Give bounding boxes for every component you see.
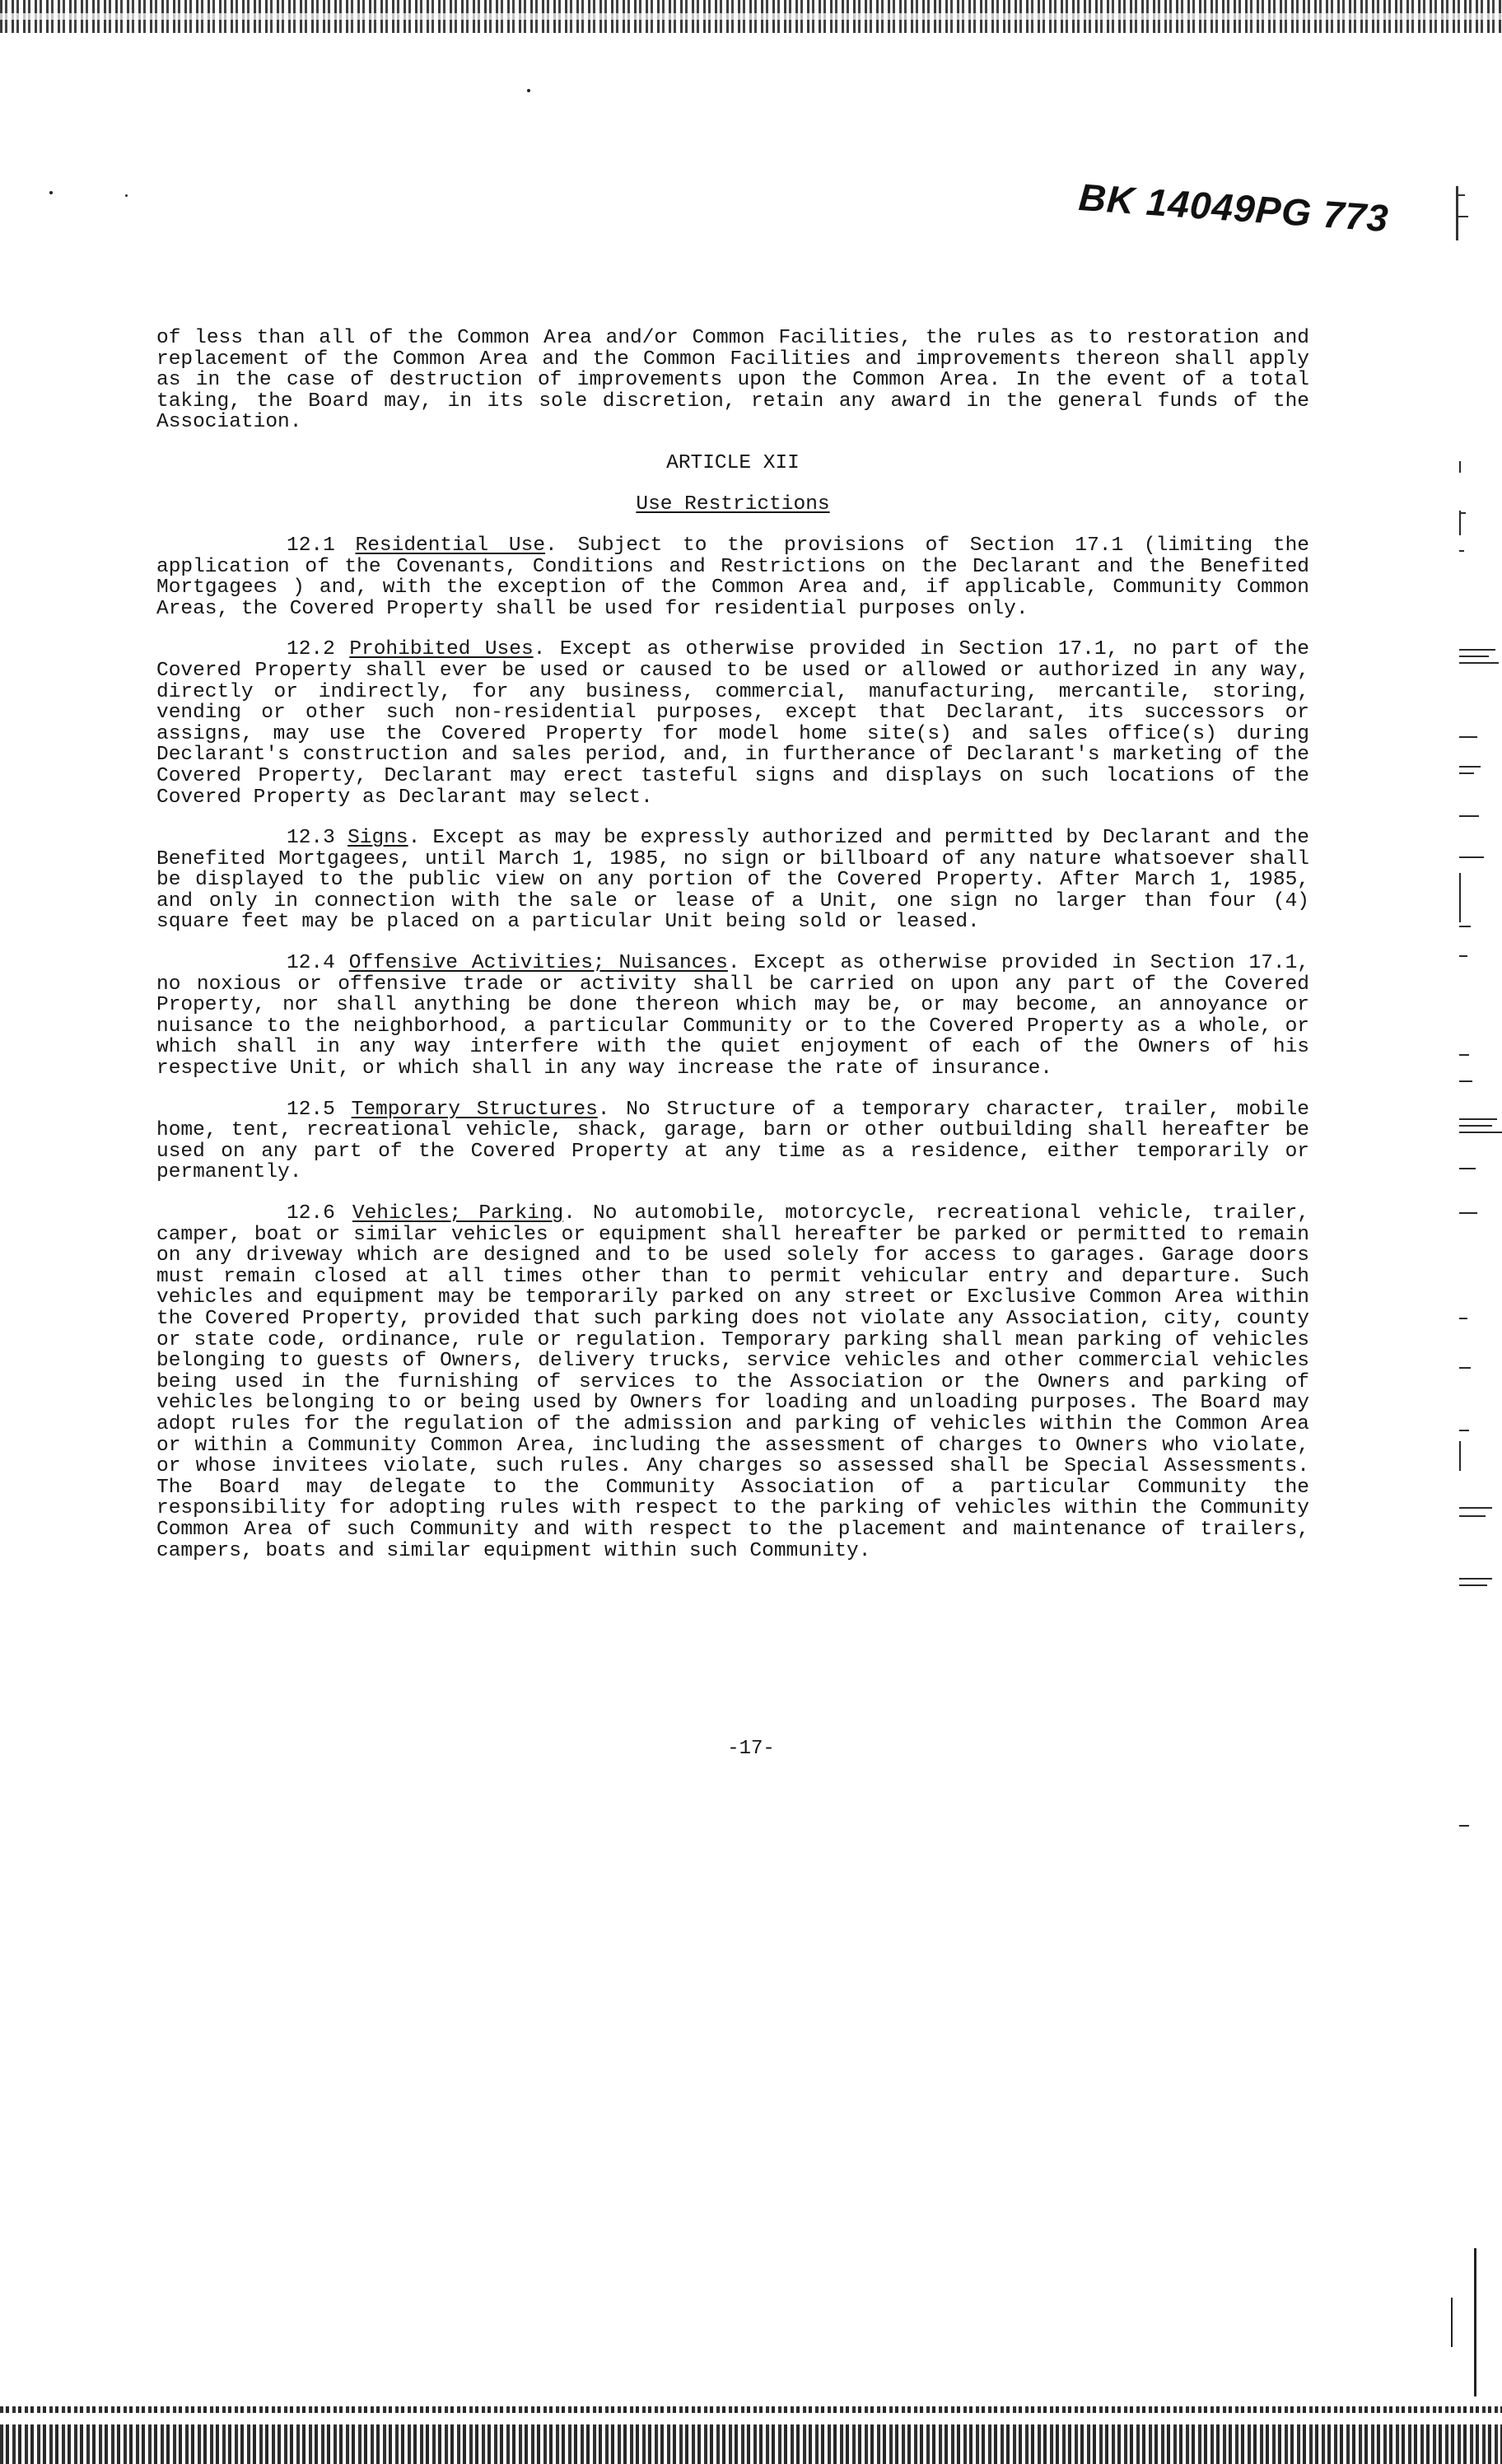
opening-paragraph: of less than all of the Common Area and/or Common Facilities, the rules as to restoration and replacement of the Common Area and the Common Facilities and improvements thereon shall apply as in the case of destruction of improvements upon the Common Area. In the event of a total taking, the Board may, in its sole discretion, retain any award in the general funds of the Association.	[156, 327, 1309, 434]
section-12-3	[156, 828, 1309, 933]
section-12-1	[156, 535, 1309, 619]
section-heading: Residential Use	[355, 534, 546, 557]
section-number: 12.4	[287, 952, 335, 975]
document-body	[156, 328, 1309, 1561]
scan-edge-mark	[1451, 2298, 1453, 2347]
section-heading: Prohibited Uses	[349, 638, 534, 661]
section-number: 12.6	[287, 1202, 335, 1225]
scan-speck	[125, 194, 128, 197]
section-12-5	[156, 1099, 1309, 1183]
section-text: . No automobile, motorcycle, recreational vehicle, trailer, camper, boat or similar vehicles or equipment shall hereafter be parked or permitted to remain on any driveway which are designed and to be used solely for access to garages. Garage doors must remain closed at all times other than to permit vehicular entry and departure. Such vehicles and equipment may be temporarily parked on any street or Exclusive Common Area within the Covered Property, provided that such parking does not violate any Association, city, county or state code, ordinance, rule or regulation. Temporary parking shall mean parking of vehicles belonging to guests of Owners, delivery trucks, service vehicles and other commercial vehicles being used in the furnishing of services to the Association or the Owners and parking of vehicles belonging to or being used by Owners for loading and unloading purposes. The Board may adopt rules for the regulation of the admission and parking of vehicles within the Common Area or within a Community Common Area, including the assessment of charges to Owners who violate, or whose invitees violate, such rules. Any charges so assessed shall be Special Assessments. The Board may delegate to the Community Association of a particular Community the responsibility for adopting rules with respect to the parking of vehicles within the Community Common Area of such Community and with respect to the placement and maintenance of trailers, campers, boats and similar equipment within such Community.	[156, 1202, 1309, 1562]
section-heading: Vehicles; Parking	[352, 1202, 564, 1225]
section-number: 12.3	[287, 827, 335, 850]
section-heading: Offensive Activities; Nuisances	[348, 952, 728, 975]
section-text: . Except as otherwise provided in Section 17.1, no noxious or offensive trade or activity shall be carried on upon any part of the Covered Property, nor shall anything be done thereon which may be, or may become, an annoyance or nuisance to the neighborhood, a particular Community or to the Covered Property as a whole, or which shall in any way interfere with the quiet enjoyment of each of the Owners of his respective Unit, or which shall in any way increase the rate of insurance.	[156, 952, 1310, 1080]
margin-mark	[1456, 186, 1458, 240]
scan-edge-bottom	[0, 2406, 1502, 2464]
book-page-reference: BK 14049PG 773	[1077, 175, 1391, 240]
page-number: -17-	[727, 1738, 775, 1760]
section-text: . Except as otherwise provided in Section 17.1, no part of the Covered Property shall ever be used or caused to be used or allowed or authorized in any way, directly or indirectly, for any business, commercial, manufacturing, mercantile, storing, vending or other such non-residential purposes, except that Declarant, its successors or assigns, may use the Covered Property for model home site(s) and sales office(s) during Declarant's construction and sales period, and, in furtherance of Declarant's marketing of the Covered Property, Declarant may erect tasteful signs and displays on such locations of the Covered Property as Declarant may select.	[156, 638, 1309, 809]
section-text: . Subject to the provisions of Section 17.1 (limiting the application of the Covenants, Conditions and Restrictions on the Declarant and the Benefited Mortgagees ) and, with the exception of the Common Area and, if applicable, Community Common Areas, the Covered Property shall be used for residential purposes only.	[156, 534, 1309, 620]
scan-speck	[49, 191, 53, 194]
section-12-4	[156, 953, 1309, 1080]
section-number: 12.1	[287, 534, 335, 557]
section-text: . Except as may be expressly authorized and permitted by Declarant and the Benefited Mortgagees, until March 1, 1985, no sign or billboard of any nature whatsoever shall be displayed to the public view on any portion of the Covered Property. After March 1, 1985, and only in connection with the sale or lease of a Unit, one sign no larger than four (4) square feet may be placed on a particular Unit being sold or leased.	[156, 827, 1310, 934]
scan-speck	[527, 89, 530, 92]
section-12-2	[156, 639, 1309, 808]
section-12-6	[156, 1203, 1309, 1561]
scan-margin-marks	[1443, 461, 1502, 1861]
article-title: ARTICLE XII	[666, 451, 800, 474]
section-number: 12.2	[287, 638, 335, 661]
section-number: 12.5	[287, 1098, 335, 1121]
scan-edge-mark	[1474, 2248, 1476, 2396]
scan-edge-top	[0, 0, 1502, 33]
section-heading: Signs	[348, 827, 408, 850]
section-text: . No Structure of a temporary character, trailer, mobile home, tent, recreational vehicle, shack, garage, barn or other outbuilding shall hereafter be used on any part of the Covered Property at any time as a residence, either temporarily or permanently.	[156, 1098, 1309, 1184]
article-subtitle	[156, 494, 1309, 516]
section-heading: Temporary Structures	[351, 1098, 598, 1121]
article-subtitle-text: Use Restrictions	[636, 492, 830, 516]
